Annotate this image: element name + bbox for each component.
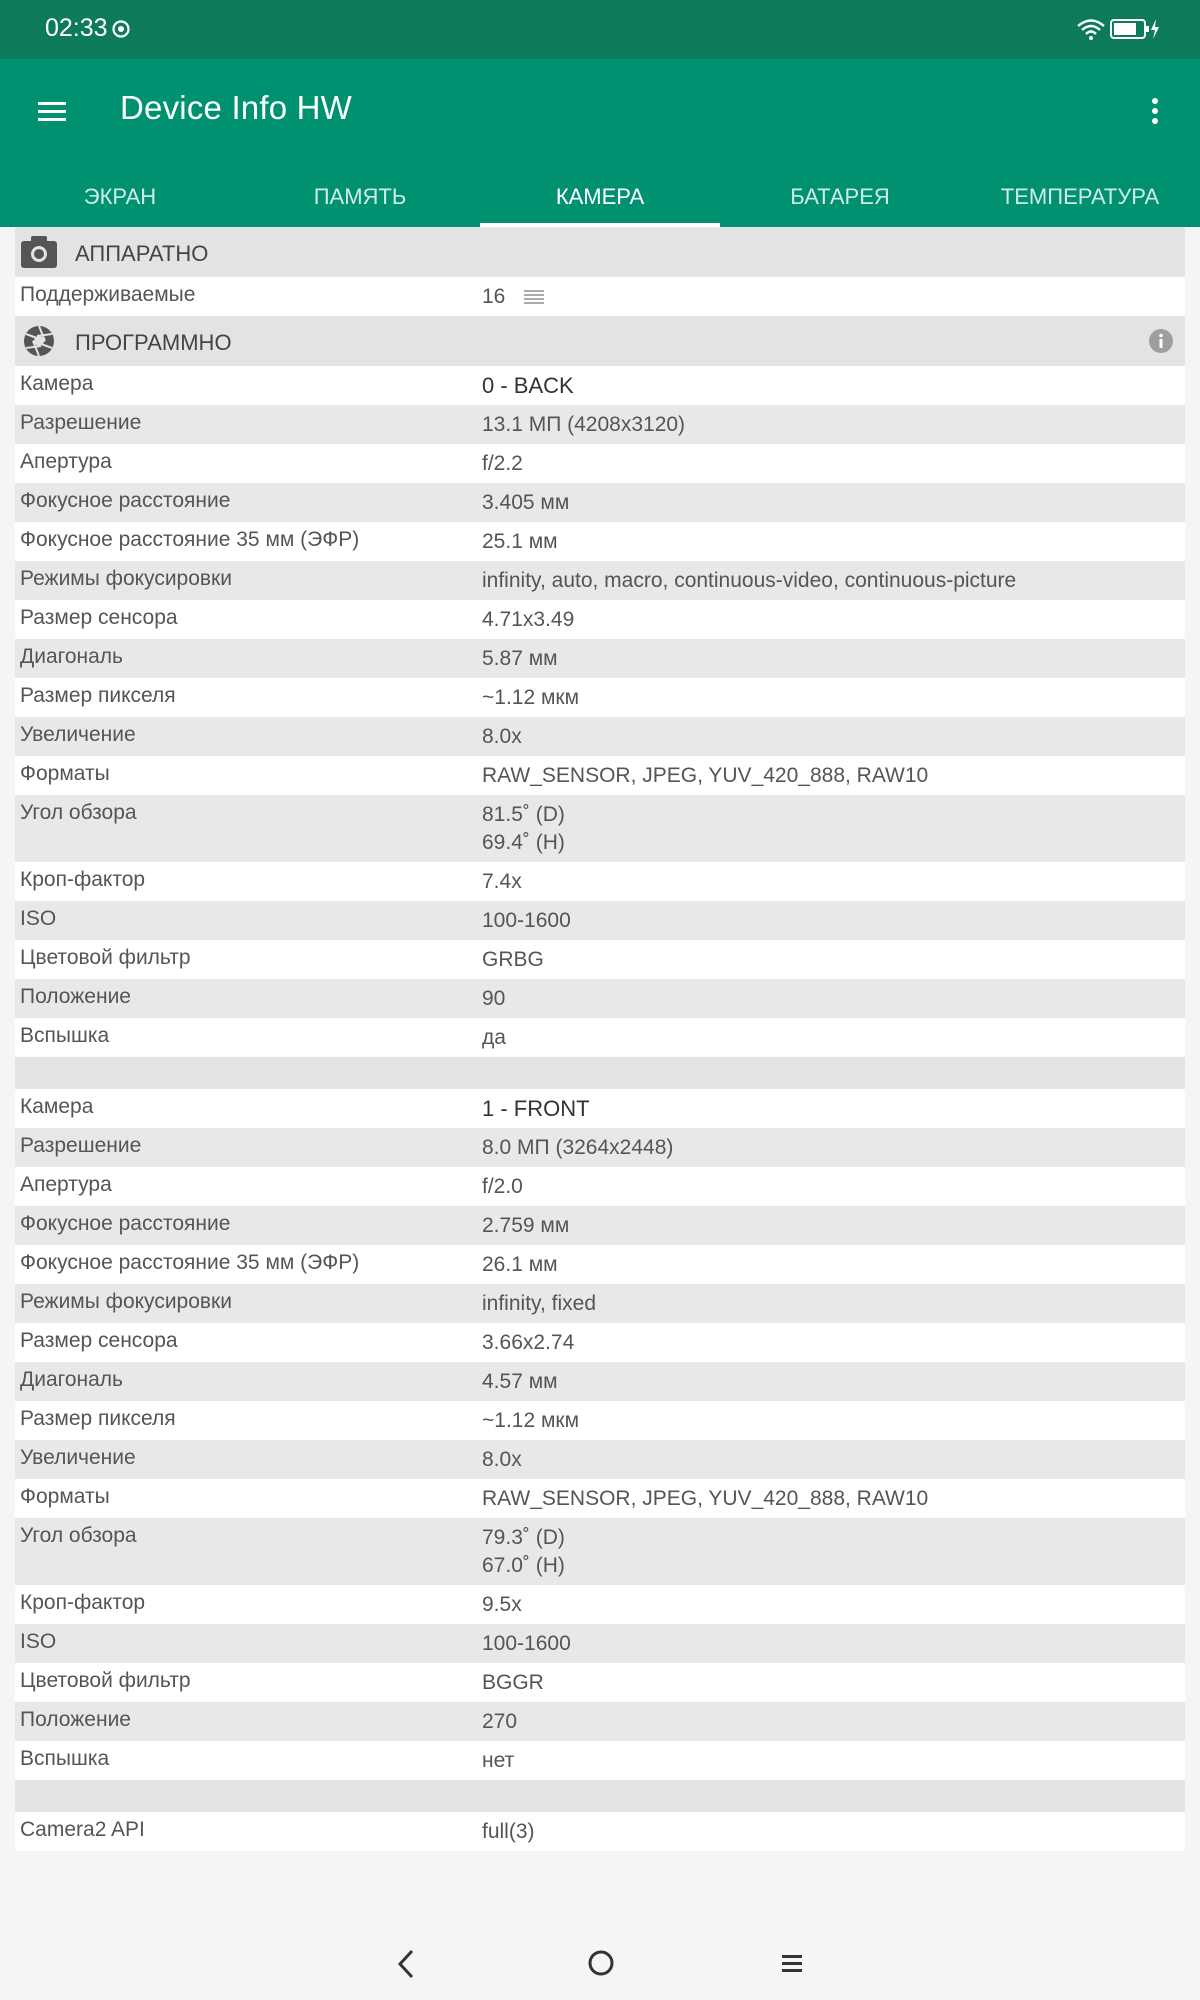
row-label: Апертура xyxy=(20,450,112,473)
back-orientation-row xyxy=(15,979,1185,1018)
row-value xyxy=(482,795,1185,862)
app-bar xyxy=(0,59,1200,227)
view-angle-h: 67.0˚ (H) xyxy=(482,1554,565,1577)
back-icon[interactable] xyxy=(394,1948,418,1980)
row-label: Цветовой фильтр xyxy=(20,1669,191,1692)
row-label: Форматы xyxy=(20,1485,110,1508)
section-divider xyxy=(15,1057,1185,1089)
back-crop-factor-row xyxy=(15,862,1185,901)
row-value: 0 - BACK xyxy=(482,373,574,398)
row-value: 4.57 мм xyxy=(482,1370,558,1393)
row-label: Кроп-фактор xyxy=(20,868,146,891)
row-label: Угол обзора xyxy=(20,801,137,824)
hardware-section-header xyxy=(15,227,1185,277)
supported-value xyxy=(482,277,1185,316)
row-label: Увеличение xyxy=(20,723,136,746)
camera-icon xyxy=(20,235,58,269)
front-focal-35mm-row xyxy=(15,1245,1185,1284)
row-label: Разрешение xyxy=(20,411,142,434)
row-label: Кроп-фактор xyxy=(20,1591,146,1614)
row-label: Разрешение xyxy=(20,1134,142,1157)
tab-camera[interactable]: КАМЕРА xyxy=(480,167,720,227)
row-value: 3.405 мм xyxy=(482,491,570,514)
row-value: GRBG xyxy=(482,948,544,971)
front-view-angle-row xyxy=(15,1518,1185,1585)
row-value: f/2.2 xyxy=(482,452,523,475)
row-label: Фокусное расстояние 35 мм (ЭФР) xyxy=(20,1251,360,1274)
front-sensor-size-row xyxy=(15,1323,1185,1362)
row-value: нет xyxy=(482,1749,515,1772)
row-label: Форматы xyxy=(20,762,110,785)
view-angle-d: 81.5˚ (D) xyxy=(482,803,565,826)
back-focus-modes-row xyxy=(15,561,1185,600)
info-icon[interactable] xyxy=(1148,328,1174,354)
row-value: 4.71x3.49 xyxy=(482,608,575,631)
back-iso-row xyxy=(15,901,1185,940)
back-focal-35mm-row xyxy=(15,522,1185,561)
row-label: Вспышка xyxy=(20,1747,110,1770)
row-label: Апертура xyxy=(20,1173,112,1196)
row-value: 8.0 МП (3264x2448) xyxy=(482,1136,674,1159)
row-label: Размер сенсора xyxy=(20,1329,178,1352)
row-value: 100-1600 xyxy=(482,909,571,932)
back-zoom-row xyxy=(15,717,1185,756)
row-value: RAW_SENSOR, JPEG, YUV_420_888, RAW10 xyxy=(482,764,929,787)
back-sensor-size-row xyxy=(15,600,1185,639)
tab-memory[interactable]: ПАМЯТЬ xyxy=(313,184,407,209)
home-icon[interactable] xyxy=(586,1948,616,1978)
front-pixel-size-row xyxy=(15,1401,1185,1440)
battery-charging-icon xyxy=(1110,17,1162,41)
front-camera-row xyxy=(15,1089,1185,1128)
back-aperture-row xyxy=(15,444,1185,483)
row-value: infinity, fixed xyxy=(482,1292,596,1315)
row-value: 25.1 мм xyxy=(482,530,558,553)
wifi-icon xyxy=(1076,17,1106,41)
row-value: да xyxy=(482,1026,506,1049)
row-label: ISO xyxy=(20,1630,57,1653)
row-value: 2.759 мм xyxy=(482,1214,570,1237)
system-nav-bar xyxy=(0,1930,1200,2000)
row-label: Режимы фокусировки xyxy=(20,1290,232,1313)
front-iso-row xyxy=(15,1624,1185,1663)
back-view-angle-row xyxy=(15,795,1185,862)
row-value: 8.0x xyxy=(482,725,522,748)
row-value: f/2.0 xyxy=(482,1175,523,1198)
status-time: 02:33 xyxy=(45,14,108,42)
camera2-api-row xyxy=(15,1812,1185,1851)
row-value: 7.4x xyxy=(482,870,522,893)
back-focal-length-row xyxy=(15,483,1185,522)
recent-apps-icon[interactable] xyxy=(780,1951,804,1977)
front-formats-row xyxy=(15,1479,1185,1518)
row-value: 9.5x xyxy=(482,1593,522,1616)
status-bar xyxy=(0,0,1200,59)
clock-alarm-icon xyxy=(111,19,131,39)
front-focal-length-row xyxy=(15,1206,1185,1245)
row-label: Фокусное расстояние xyxy=(20,489,231,512)
row-label: Угол обзора xyxy=(20,1524,137,1547)
row-label: Цветовой фильтр xyxy=(20,946,191,969)
tab-temperature[interactable]: ТЕМПЕРАТУРА xyxy=(1000,184,1160,209)
row-value: 13.1 МП (4208x3120) xyxy=(482,413,686,436)
front-orientation-row xyxy=(15,1702,1185,1741)
row-value: 270 xyxy=(482,1710,518,1733)
row-value: full(3) xyxy=(482,1820,535,1843)
back-camera-row xyxy=(15,366,1185,405)
row-value: infinity, auto, macro, continuous-video, continuous-picture xyxy=(482,569,1017,592)
row-value: 5.87 мм xyxy=(482,647,558,670)
row-label: Положение xyxy=(20,1708,131,1731)
front-flash-row xyxy=(15,1741,1185,1780)
row-value: 90 xyxy=(482,987,506,1010)
camera-info-list xyxy=(15,227,1185,1851)
row-label: Размер пикселя xyxy=(20,1407,176,1430)
back-color-filter-row xyxy=(15,940,1185,979)
app-title: Device Info HW xyxy=(120,89,353,126)
row-label: Вспышка xyxy=(20,1024,110,1047)
row-label: ISO xyxy=(20,907,57,930)
supported-label: Поддерживаемые xyxy=(20,283,196,306)
supported-count: 16 xyxy=(482,285,506,308)
row-label: Режимы фокусировки xyxy=(20,567,232,590)
row-value: 100-1600 xyxy=(482,1632,571,1655)
section-divider xyxy=(15,1780,1185,1812)
front-zoom-row xyxy=(15,1440,1185,1479)
row-value: ~1.12 мкм xyxy=(482,1409,580,1432)
menu-icon[interactable] xyxy=(36,95,70,129)
row-value: 3.66x2.74 xyxy=(482,1331,575,1354)
hardware-section-title: АППАРАТНО xyxy=(75,241,209,266)
row-value: 1 - FRONT xyxy=(482,1096,590,1121)
front-aperture-row xyxy=(15,1167,1185,1206)
row-value: BGGR xyxy=(482,1671,544,1694)
row-label: Camera2 API xyxy=(20,1818,145,1841)
back-flash-row xyxy=(15,1018,1185,1057)
front-focus-modes-row xyxy=(15,1284,1185,1323)
back-diagonal-row xyxy=(15,639,1185,678)
front-diagonal-row xyxy=(15,1362,1185,1401)
row-label: Диагональ xyxy=(20,645,123,668)
row-value: 8.0x xyxy=(482,1448,522,1471)
row-label: Фокусное расстояние 35 мм (ЭФР) xyxy=(20,528,360,551)
back-formats-row xyxy=(15,756,1185,795)
view-angle-d: 79.3˚ (D) xyxy=(482,1526,565,1549)
row-value: RAW_SENSOR, JPEG, YUV_420_888, RAW10 xyxy=(482,1487,929,1510)
supported-row xyxy=(15,277,1185,316)
software-section-header xyxy=(15,316,1185,366)
back-resolution-row xyxy=(15,405,1185,444)
row-value: ~1.12 мкм xyxy=(482,686,580,709)
tab-battery[interactable]: БАТАРЕЯ xyxy=(790,184,890,209)
front-crop-factor-row xyxy=(15,1585,1185,1624)
aperture-icon xyxy=(20,324,58,358)
row-label: Размер сенсора xyxy=(20,606,178,629)
front-color-filter-row xyxy=(15,1663,1185,1702)
row-label: Увеличение xyxy=(20,1446,136,1469)
row-label: Диагональ xyxy=(20,1368,123,1391)
tab-screen[interactable]: ЭКРАН xyxy=(83,184,157,209)
more-vert-icon[interactable] xyxy=(1140,91,1170,131)
row-label: Камера xyxy=(20,1095,94,1118)
back-pixel-size-row xyxy=(15,678,1185,717)
row-label: Положение xyxy=(20,985,131,1008)
list-lines-icon[interactable] xyxy=(523,288,545,306)
view-angle-h: 69.4˚ (H) xyxy=(482,831,565,854)
row-value: 26.1 мм xyxy=(482,1253,558,1276)
row-label: Размер пикселя xyxy=(20,684,176,707)
front-resolution-row xyxy=(15,1128,1185,1167)
software-section-title: ПРОГРАММНО xyxy=(75,330,232,355)
row-value xyxy=(482,1518,1185,1585)
row-label: Фокусное расстояние xyxy=(20,1212,231,1235)
tab-bar xyxy=(0,167,1200,227)
row-label: Камера xyxy=(20,372,94,395)
